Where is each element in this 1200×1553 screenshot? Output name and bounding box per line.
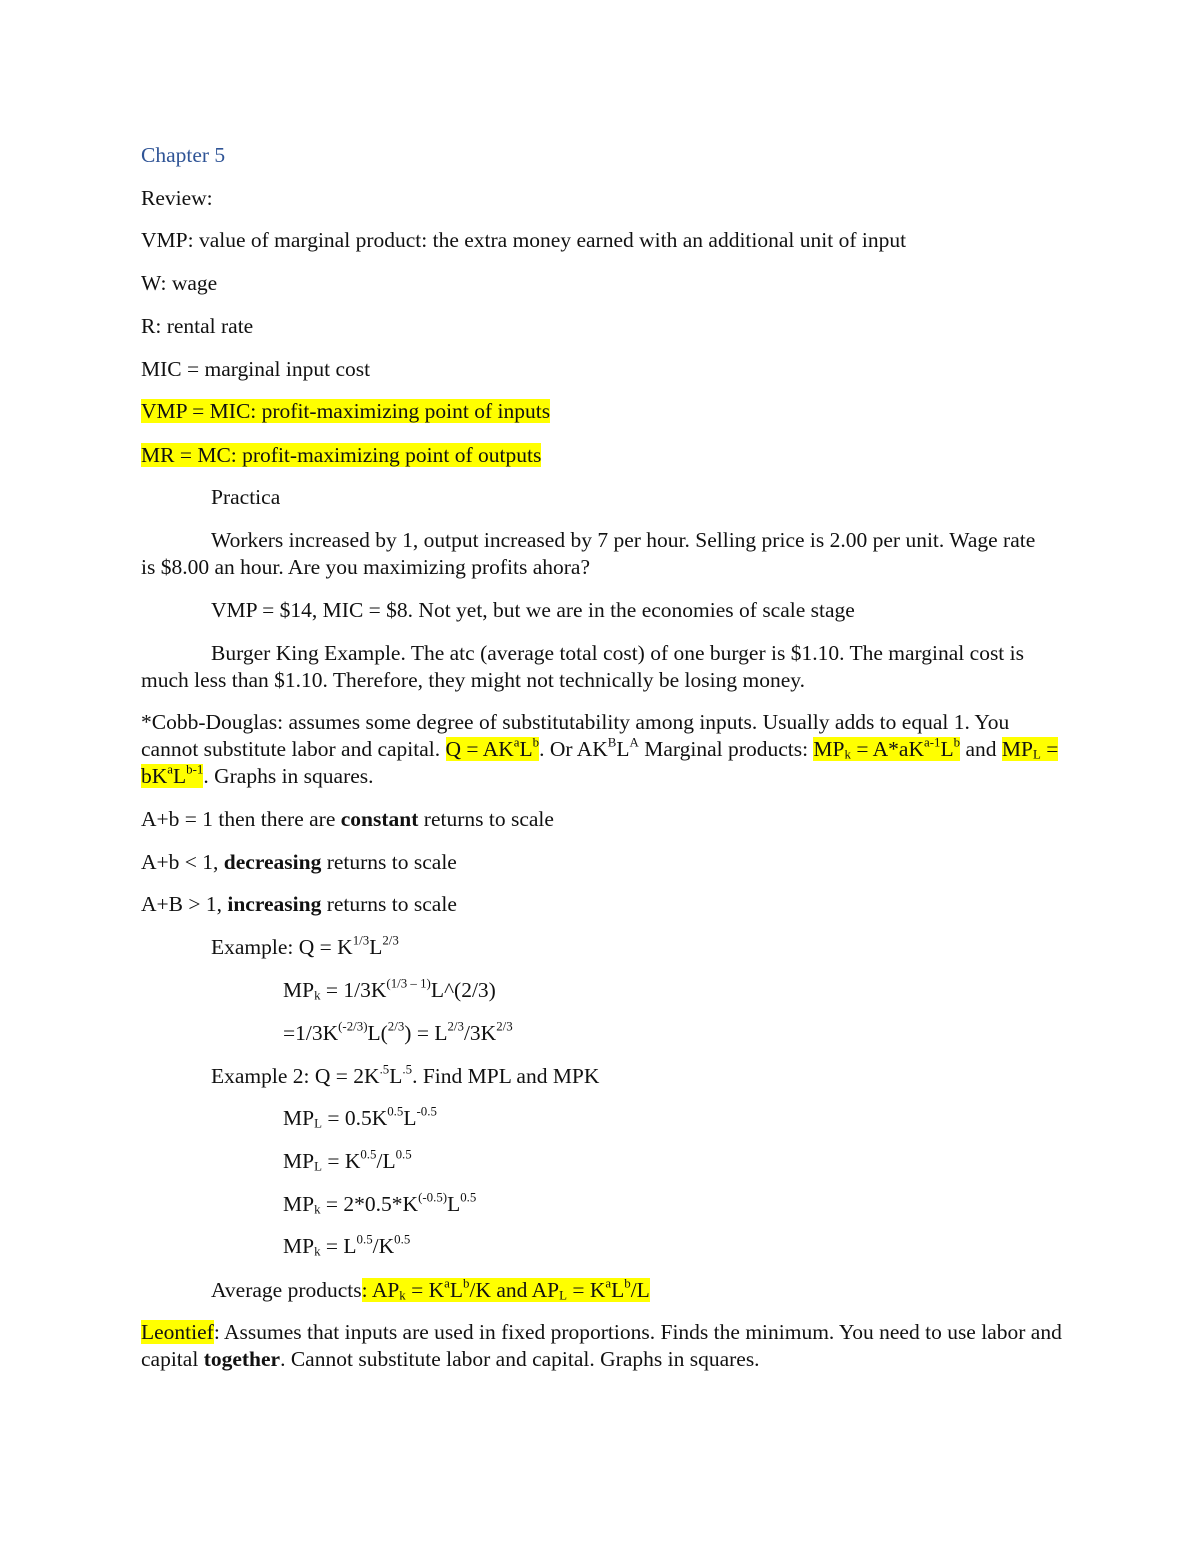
definition-mic: MIC = marginal input cost — [141, 357, 371, 381]
cobb-douglas-paragraph: *Cobb-Douglas: assumes some degree of substitutability among inputs. Usually adds to equal 1. You cannot substitute labor and capital. $Q = AK^aL^b$. Or $AK^BL^A$ Marginal products: $MP_k = A*aK^{a-1}L^b$ and $MP_L = bK^aL^{b-1}$. Graphs in squares. — [141, 710, 1059, 788]
increasing-returns: A+B > 1, increasing returns to scale — [141, 892, 457, 916]
definition-vmp: VMP: value of marginal product: the extra money earned with an additional unit of input — [141, 228, 907, 252]
leontief-paragraph: Leontief: Assumes that inputs are used in fixed proportions. Finds the minimum. You need to use labor and capital together. Cannot substitute labor and capital. Graphs in squares. — [141, 1320, 1062, 1371]
example1-mpk-step2: $=1/3K^{(-2/3)}L(^{2/3}) = L^{2/3}/3K^{2/3}$ — [283, 1019, 513, 1045]
example2-mpl-step1: $MP_L = 0.5K^{0.5}L^{-0.5}$ — [283, 1104, 437, 1131]
practica-answer: VMP = $14, MIC = $8. Not yet, but we are in the economies of scale stage — [211, 598, 855, 622]
highlight-vmp-mic: VMP = MIC: profit-maximizing point of inputs — [141, 399, 551, 423]
review-heading: Review: — [141, 186, 213, 210]
average-products-formula: : $AP_k = K^aL^b/K$ and $AP_L = K^aL^b/L$ — [361, 1276, 650, 1303]
constant-returns: A+b = 1 then there are constant returns to scale — [141, 807, 554, 831]
example2-mpk-step2: $MP_k = L^{0.5}/K^{0.5}$ — [283, 1232, 411, 1259]
mpl-formula: $MP_L = bK^aL^{b-1}$ — [141, 737, 1059, 788]
decreasing-returns: A+b < 1, decreasing returns to scale — [141, 850, 457, 874]
example2-mpk-step1: $MP_k = 2*0.5*K^{(-0.5)}L^{0.5}$ — [283, 1190, 477, 1217]
rule-vmp-mic — [141, 398, 1061, 425]
cobb-intro: *Cobb-Douglas: assumes some degree of substitutability among inputs. Usually adds to equal 1. You cannot substitute labor and capital. — [141, 710, 1010, 761]
practica-heading: Practica — [211, 485, 281, 509]
definition-wage: W: wage — [141, 271, 218, 295]
average-products: Average products: $AP_k = K^aL^b/K$ and $AP_L = K^aL^b/L$ — [211, 1276, 650, 1303]
rule-mr-mc — [141, 442, 1061, 469]
example1-equation: Example: $Q = K^{1/3}L^{2/3}$ — [211, 933, 399, 959]
mpk-formula: $MP_k = A*aK^{a-1}L^b$ — [813, 735, 961, 762]
example1-mpk-step1: $MP_k$ = $1/3K^{(1/3 - 1)}L\^{}(2/3)$ — [283, 976, 496, 1003]
leontief-label: Leontief — [141, 1320, 214, 1344]
burger-king-example: Burger King Example. The atc (average total cost) of one burger is $1.10. The marginal cost is much less than $1.10. Therefore, they might not technically be losing money. — [141, 641, 1025, 692]
chapter-title: Chapter 5 — [141, 143, 226, 167]
highlight-mr-mc: MR = MC: profit-maximizing point of outputs — [141, 443, 542, 467]
definition-rental-rate: R: rental rate — [141, 314, 254, 338]
practica-problem: Workers increased by 1, output increased by 7 per hour. Selling price is 2.00 per unit. Wage rate is $8.00 an hour. Are you maximizing profits ahora? — [141, 528, 1036, 579]
example2-equation: Example 2: $Q = 2K^{.5}L^{.5}$. Find MPL and MPK — [211, 1062, 600, 1088]
cobb-formula: $Q = AK^aL^b$ — [445, 735, 540, 761]
example2-mpl-step2: $MP_L = K^{0.5}/L^{0.5}$ — [283, 1147, 412, 1174]
